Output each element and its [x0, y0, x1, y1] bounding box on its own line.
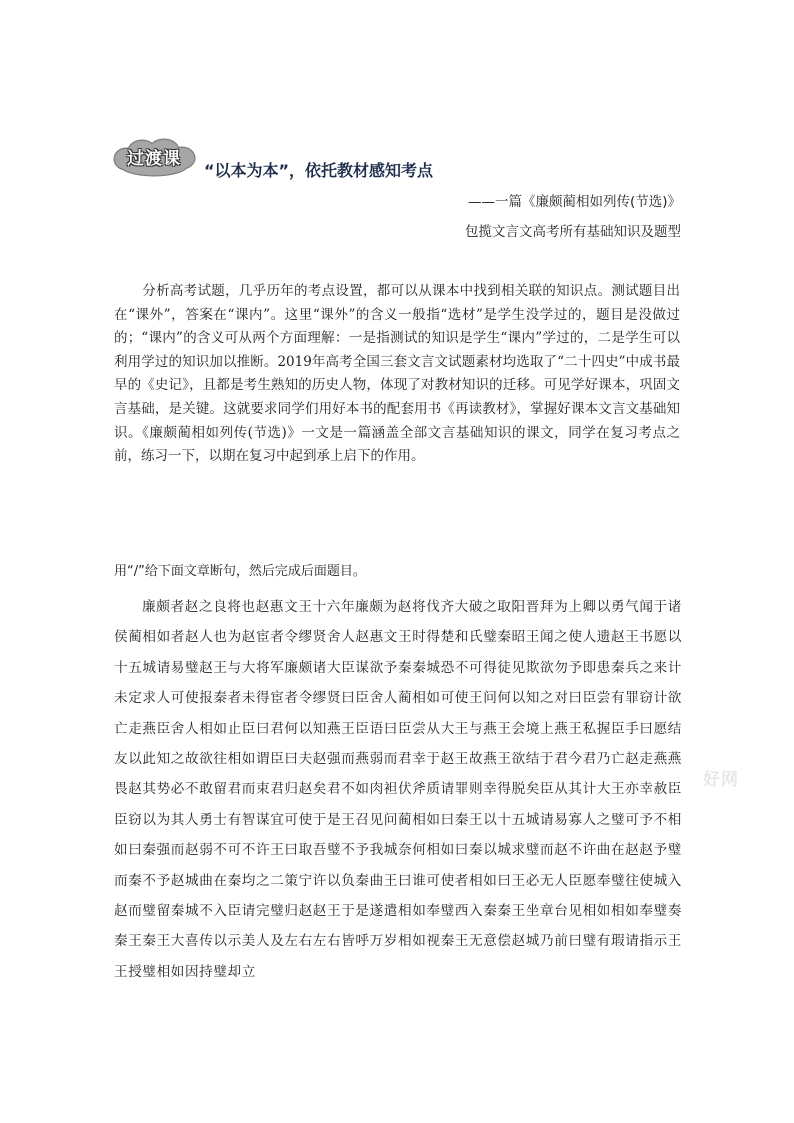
passage-text: 廉颇者赵之良将也赵惠文王十六年廉颇为赵将伐齐大破之取阳晋拜为上卿以勇气闻于诸侯蔺相如者赵人也为赵宦者令缪贤舍人赵惠文王时得楚和氏璧秦昭王闻之使人遗赵王书愿以十五城请易璧赵王与大将军廉颇诸大臣谋欲予秦秦城恐不可得徒见欺欲勿予即患秦兵之来计未定求人可使报秦者未得宦者令缪贤曰臣舍人蔺相如可使王问何以知之对曰臣尝有罪窃计欲亡走燕臣舍人相如止臣曰君何以知燕王臣语曰臣尝从大王与燕王会境上燕王私握臣手曰愿结友以此知之故欲往相如谓臣曰夫赵强而燕弱而君幸于赵王故燕王欲结于君今君乃亡赵走燕燕畏赵其势必不敢留君而束君归赵矣君不如肉袒伏斧质请罪则幸得脱矣臣从其计大王亦幸赦臣臣窃以为其人勇士有智谋宜可使于是王召见问蔺相如曰秦王以十五城请易寡人之璧可予不相如曰秦强而赵弱不可不许王曰取吾璧不予我城奈何相如曰秦以城求璧而赵不许曲在赵赵予璧而秦不予赵城曲在秦均之二策宁许以负秦曲王曰谁可使者相如曰王必无人臣愿奉璧往使城入赵而璧留秦城不入臣请完璧归赵赵王于是遂遣相如奉璧西入秦秦王坐章台见相如相如奉璧奏秦王秦王大喜传以示美人及左右左右皆呼万岁相如视秦王无意偿赵城乃前曰璧有瑕请指示王王授璧相如因持璧却立	[114, 599, 682, 980]
classical-passage	[114, 592, 682, 987]
badge-label: 过渡课	[127, 149, 181, 169]
lesson-badge	[112, 138, 196, 178]
intro-paragraph	[114, 280, 680, 469]
watermark: 好网	[703, 770, 739, 790]
page-subtitle: ——一篇《廉颇蔺相如列传(节选)》	[467, 194, 681, 210]
page-subtitle-secondary: 包揽文言文高考所有基础知识及题型	[465, 224, 681, 240]
intro-text: 分析高考试题，几乎历年的考点设置，都可以从课本中找到相关联的知识点。测试题目出在“课外”，答案在“课内”。这里“课外”的含义一般指“选材”是学生没学过的，题目是没做过的；“课内”的含义可从两个方面理解：一是指测试的知识是学生“课内”学过的，二是学生可以利用学过的知识加以推断。2019年高考全国三套文言文试题素材均选取了“二十四史”中成书最早的《史记》，且都是考生熟知的历史人物，体现了对教材知识的迁移。可见学好课本，巩固文言基础，是关键。这就要求同学们用好本书的配套用书《再读教材》，掌握好课本文言文基础知识。《廉颇蔺相如列传(节选)》一文是一篇涵盖全部文言基础知识的课文，同学在复习考点之前，练习一下，以期在复习中起到承上启下的作用。	[114, 283, 680, 465]
exercise-instruction: 用“/”给下面文章断句，然后完成后面题目。	[114, 564, 366, 579]
page-title: “以本为本”，依托教材感知考点	[204, 161, 434, 180]
